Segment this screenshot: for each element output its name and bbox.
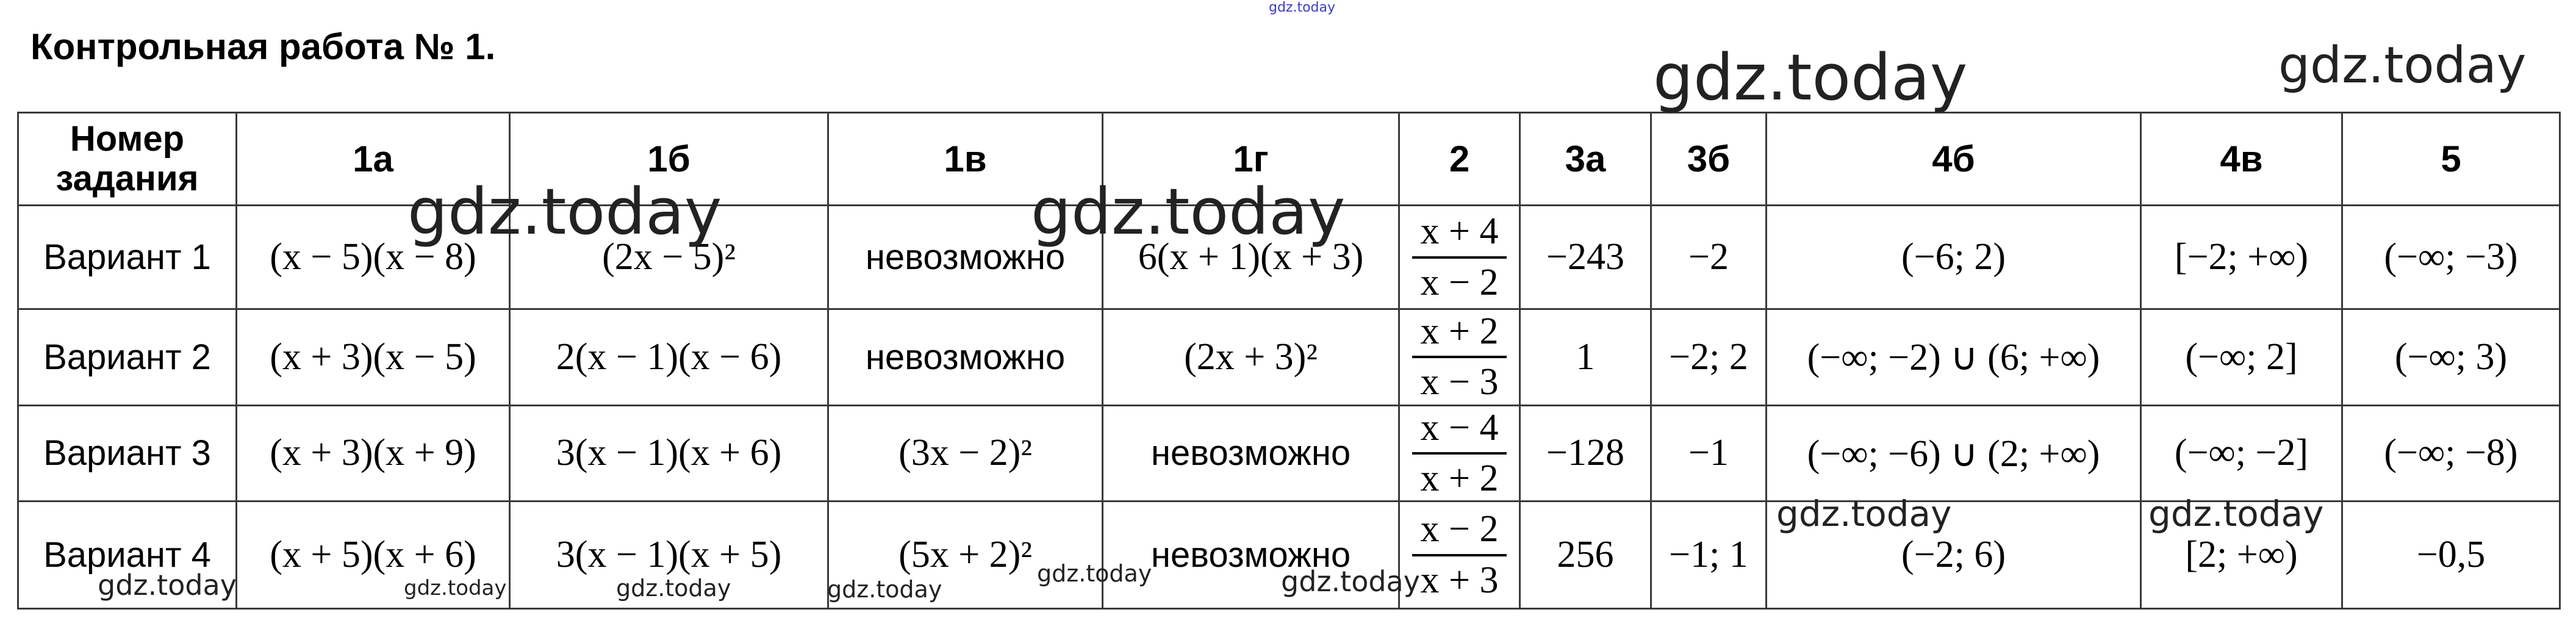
column-header: 4в	[2141, 113, 2342, 206]
answer-cell: −243	[1520, 206, 1651, 309]
fraction-denominator: x − 3	[1420, 361, 1499, 403]
answer-cell: −0,5	[2342, 502, 2560, 609]
column-header: 1б	[510, 113, 828, 206]
watermark: gdz.today	[827, 576, 942, 603]
fraction	[1412, 310, 1507, 405]
answer-cell: −1; 1	[1651, 502, 1767, 609]
fraction-numerator: x + 2	[1412, 310, 1507, 358]
table-row	[18, 309, 2560, 406]
watermark: gdz.today	[616, 575, 731, 602]
answer-cell: (−∞; −2) ∪ (6; +∞)	[1767, 309, 2141, 406]
answer-cell	[1399, 405, 1520, 502]
column-header-task-number: Номер задания	[18, 113, 237, 206]
watermark: gdz.today	[404, 576, 507, 600]
watermark: gdz.today	[1653, 40, 1968, 115]
row-label: Вариант 1	[18, 206, 237, 309]
column-header: 3б	[1651, 113, 1767, 206]
table-body	[18, 206, 2560, 609]
answer-cell: (x + 3)(x + 9)	[237, 405, 510, 502]
watermark: gdz.today	[1031, 174, 1346, 249]
answer-cell: 256	[1520, 502, 1651, 609]
page-title: Контрольная работа № 1.	[30, 26, 496, 67]
answer-cell: 1	[1520, 309, 1651, 406]
answer-cell: (−2; 6)	[1767, 502, 2141, 609]
column-header: 4б	[1767, 113, 2141, 206]
fraction	[1412, 406, 1507, 501]
column-header: 3а	[1520, 113, 1651, 206]
watermark: gdz.today	[1281, 565, 1420, 598]
answer-cell: 3(x − 1)(x + 6)	[510, 405, 828, 502]
column-header: 1г	[1103, 113, 1399, 206]
answer-cell: невозможно	[1103, 405, 1399, 502]
watermark: gdz.today	[98, 569, 237, 602]
answer-cell: (−∞; 2]	[2141, 309, 2342, 406]
answer-cell: −128	[1520, 405, 1651, 502]
answer-cell: 6(x + 1)(x + 3)	[1103, 206, 1399, 309]
answer-cell: [2; +∞)	[2141, 502, 2342, 609]
answer-cell: (−∞; −3)	[2342, 206, 2560, 309]
answer-cell: −2	[1651, 206, 1767, 309]
answer-cell	[1399, 309, 1520, 406]
row-label: Вариант 3	[18, 405, 237, 502]
answer-cell: −2; 2	[1651, 309, 1767, 406]
column-header: 5	[2342, 113, 2560, 206]
fraction	[1412, 508, 1507, 602]
answer-cell: невозможно	[828, 206, 1103, 309]
answer-cell: (−∞; −2]	[2141, 405, 2342, 502]
table-row	[18, 405, 2560, 502]
watermark: gdz.today	[407, 174, 722, 249]
answer-cell	[1399, 206, 1520, 309]
answer-cell: [−2; +∞)	[2141, 206, 2342, 309]
answer-cell: (−∞; −8)	[2342, 405, 2560, 502]
answer-cell: (−6; 2)	[1767, 206, 2141, 309]
fraction-numerator: x − 4	[1412, 406, 1507, 455]
answer-cell: (2x − 5)²	[510, 206, 828, 309]
watermark: gdz.today	[1269, 0, 1336, 15]
answer-cell: (−∞; 3)	[2342, 309, 2560, 406]
answer-cell: (x + 3)(x − 5)	[237, 309, 510, 406]
fraction-denominator: x − 2	[1420, 261, 1499, 303]
watermark: gdz.today	[2148, 493, 2324, 534]
answer-cell: невозможно	[1103, 502, 1399, 609]
fraction	[1412, 210, 1507, 304]
column-header: 2	[1399, 113, 1520, 206]
fraction-denominator: x + 2	[1420, 457, 1499, 499]
watermark: gdz.today	[1776, 493, 1952, 534]
row-label: Вариант 4	[18, 502, 237, 609]
fraction-numerator: x − 2	[1412, 508, 1507, 556]
watermark: gdz.today	[2278, 37, 2527, 95]
answer-cell: (5x + 2)²	[828, 502, 1103, 609]
answer-cell: невозможно	[828, 309, 1103, 406]
fraction-denominator: x + 3	[1420, 559, 1499, 601]
answer-cell: (x + 5)(x + 6)	[237, 502, 510, 609]
fraction-numerator: x + 4	[1412, 210, 1507, 258]
answer-cell: (−∞; −6) ∪ (2; +∞)	[1767, 405, 2141, 502]
answer-cell: (2x + 3)²	[1103, 309, 1399, 406]
answer-cell: 3(x − 1)(x + 5)	[510, 502, 828, 609]
row-label: Вариант 2	[18, 309, 237, 406]
column-header: 1а	[237, 113, 510, 206]
watermark: gdz.today	[1037, 560, 1152, 587]
column-header: 1в	[828, 113, 1103, 206]
answer-cell: (3x − 2)²	[828, 405, 1103, 502]
answer-cell: (x − 5)(x − 8)	[237, 206, 510, 309]
answer-cell: −1	[1651, 405, 1767, 502]
answer-cell: 2(x − 1)(x − 6)	[510, 309, 828, 406]
